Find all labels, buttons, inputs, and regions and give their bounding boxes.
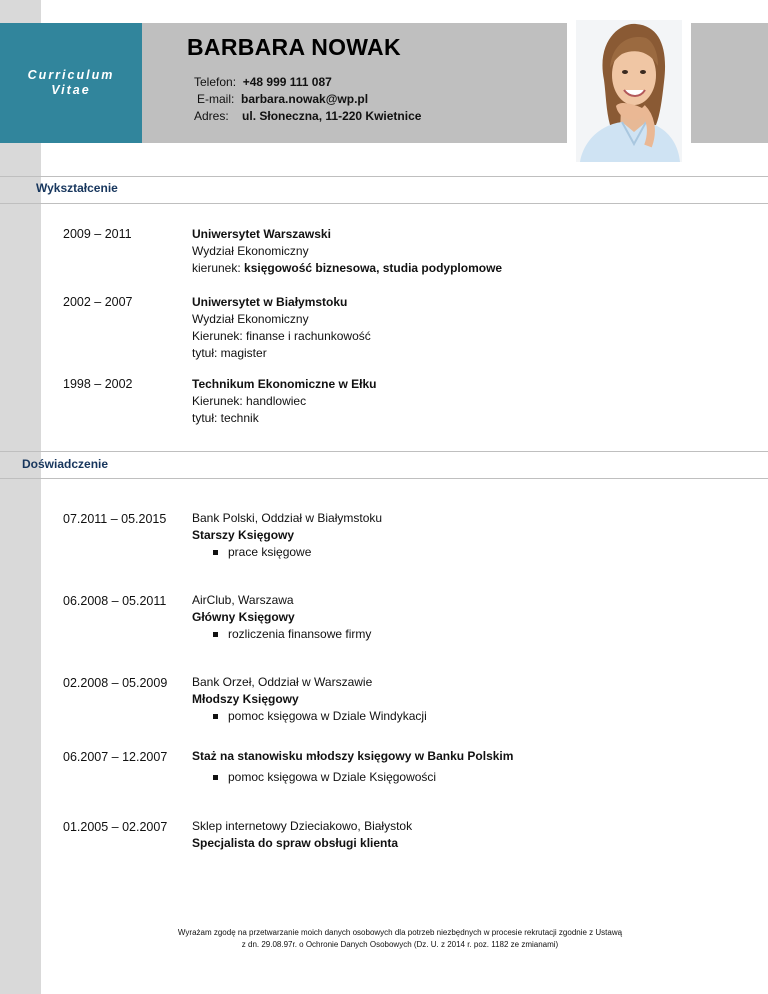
experience-period: 07.2011 – 05.2015 — [63, 512, 167, 526]
section-title-experience: Doświadczenie — [22, 457, 109, 471]
major-value: księgowość biznesowa, studia podyplomowe — [244, 261, 503, 275]
job-role: Młodszy Księgowy — [192, 692, 299, 706]
phone-label: Telefon: — [194, 75, 237, 89]
cv-label-line1: Curriculum — [27, 68, 115, 82]
employer: Bank Orzeł, Oddział w Warszawie — [192, 675, 373, 689]
experience-period: 02.2008 – 05.2009 — [63, 676, 168, 690]
duty-bullet: pomoc księgowa w Dziale Windykacji — [192, 708, 427, 725]
job-role: Staż na stanowisku młodszy księgowy w Banku Polskim — [192, 749, 514, 763]
contact-phone — [194, 75, 332, 90]
cv-label-box — [0, 23, 142, 143]
consent-line1: Wyrażam zgodę na przetwarzanie moich danych osobowych dla potrzeb niezbędnych w procesie rekrutacji zgodnie z Ustawą — [177, 928, 623, 937]
degree-line: tytuł: magister — [192, 346, 267, 360]
cv-label-line2: Vitae — [51, 83, 91, 97]
education-period: 2009 – 2011 — [63, 227, 132, 241]
school-name: Technikum Ekonomiczne w Ełku — [192, 377, 377, 391]
major-line: Kierunek: finanse i rachunkowość — [192, 329, 371, 343]
contact-address — [194, 109, 421, 124]
experience-entry — [192, 818, 412, 852]
education-entry — [192, 376, 376, 427]
faculty: Wydział Ekonomiczny — [192, 244, 309, 258]
experience-entry — [192, 592, 371, 643]
education-entry — [192, 294, 371, 362]
consent-line2: z dn. 29.08.97r. o Ochronie Danych Osobowych (Dz. U. z 2014 r. poz. 1182 ze zmianami) — [241, 940, 559, 949]
job-role: Starszy Księgowy — [192, 528, 295, 542]
experience-entry — [192, 674, 427, 725]
education-entry — [192, 226, 502, 277]
header-right-block — [691, 23, 768, 143]
section-title-education: Wykształcenie — [36, 181, 118, 195]
profile-photo — [576, 20, 682, 162]
degree-line: tytuł: technik — [192, 411, 259, 425]
address-value: ul. Słoneczna, 11-220 Kwietnice — [242, 109, 422, 123]
faculty: Wydział Ekonomiczny — [192, 312, 309, 326]
address-label: Adres: — [194, 109, 229, 123]
job-role: Specjalista do spraw obsługi klienta — [192, 836, 399, 850]
education-period: 1998 – 2002 — [63, 377, 133, 391]
school-name: Uniwersytet w Białymstoku — [192, 295, 348, 309]
major-line: Kierunek: handlowiec — [192, 394, 307, 408]
email-label: E-mail: — [197, 92, 235, 106]
contact-email — [197, 92, 368, 107]
email-value: barbara.nowak@wp.pl — [241, 92, 369, 106]
left-decorative-strip — [0, 0, 41, 994]
duty-bullet: pomoc księgowa w Dziale Księgowości — [192, 769, 513, 786]
duty-bullet: prace księgowe — [192, 544, 382, 561]
experience-period: 06.2008 – 05.2011 — [63, 594, 167, 608]
major-label: kierunek: — [192, 261, 245, 275]
section-divider-bottom — [0, 203, 768, 204]
experience-period: 06.2007 – 12.2007 — [63, 750, 168, 764]
section-divider-bottom — [0, 478, 768, 479]
experience-entry — [192, 510, 382, 561]
experience-period: 01.2005 – 02.2007 — [63, 820, 168, 834]
employer: Bank Polski, Oddział w Białymstoku — [192, 511, 383, 525]
section-divider-top — [0, 451, 768, 452]
experience-entry — [192, 748, 513, 786]
employer: Sklep internetowy Dzieciakowo, Białystok — [192, 819, 413, 833]
duty-bullet: rozliczenia finansowe firmy — [192, 626, 371, 643]
header-name-box — [142, 23, 567, 143]
section-divider-top — [0, 176, 768, 177]
major-line — [192, 260, 502, 277]
school-name: Uniwersytet Warszawski — [192, 227, 331, 241]
education-period: 2002 – 2007 — [63, 295, 133, 309]
employer: AirClub, Warszawa — [192, 593, 294, 607]
phone-value: +48 999 111 087 — [242, 75, 332, 89]
job-role: Główny Księgowy — [192, 610, 295, 624]
consent-clause — [80, 927, 720, 951]
candidate-name: BARBARA NOWAK — [187, 34, 401, 60]
